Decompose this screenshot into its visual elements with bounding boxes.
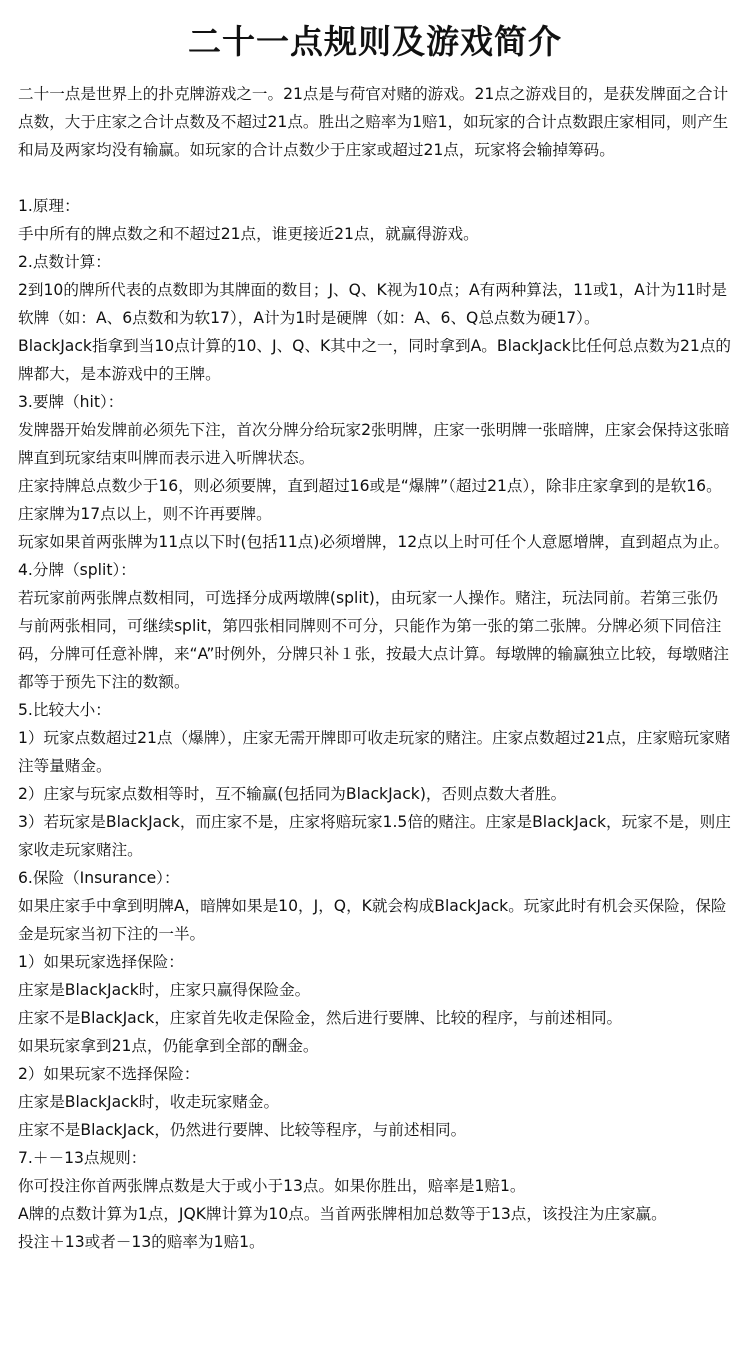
paragraph: 庄家不是BlackJack，庄家首先收走保险金，然后进行要牌、比较的程序，与前述相同。 [18,1009,623,1027]
paragraph: 庄家是BlackJack时，收走玩家赌金。 [18,1093,280,1111]
section-heading-point-calculation: 2.点数计算： [18,253,111,271]
paragraph: A牌的点数计算为1点，JQK牌计算为10点。当首两张牌相加总数等于13点，该投注为庄家赢。 [18,1205,667,1223]
paragraph: 3）若玩家是BlackJack，而庄家不是，庄家将赔玩家1.5倍的赌注。庄家是BlackJack，玩家不是，则庄家收走玩家赌注。 [18,813,731,859]
rules-content [18,80,732,1256]
paragraph: 玩家如果首两张牌为11点以下时(包括11点)必须增牌，12点以上时可任个人意愿增牌，直到超点为止。 [18,533,730,551]
paragraph: 庄家不是BlackJack，仍然进行要牌、比较等程序，与前述相同。 [18,1121,467,1139]
section-heading-plus-minus-13: 7.＋－13点规则： [18,1149,147,1167]
paragraph: 你可投注你首两张牌点数是大于或小于13点。如果你胜出，赔率是1赔1。 [18,1177,526,1195]
section-heading-principle: 1.原理： [18,197,80,215]
paragraph: 2到10的牌所代表的点数即为其牌面的数目；J、Q、K视为10点；A有两种算法，11或1，A计为11时是软牌（如：A、6点数和为软17），A计为1时是硬牌（如：A、6、Q总点数为硬17）。 [18,281,728,327]
paragraph: 手中所有的牌点数之和不超过21点，谁更接近21点，就赢得游戏。 [18,225,479,243]
paragraph: 2）庄家与玩家点数相等时，互不输赢(包括同为BlackJack)，否则点数大者胜。 [18,785,567,803]
intro-paragraph: 二十一点是世界上的扑克牌游戏之一。21点是与荷官对赌的游戏。21点之游戏目的，是获发牌面之合计点数，大于庄家之合计点数及不超过21点。胜出之赔率为1赔1，如玩家的合计点数跟庄家相同，则产生和局及两家均没有输赢。如玩家的合计点数少于庄家或超过21点，玩家将会输掉筹码。 [18,85,729,159]
paragraph: 发牌器开始发牌前必须先下注，首次分牌分给玩家2张明牌，庄家一张明牌一张暗牌，庄家会保持这张暗牌直到玩家结束叫牌而表示进入听牌状态。 [18,421,730,467]
paragraph: 若玩家前两张牌点数相同，可选择分成两墩牌(split)，由玩家一人操作。赌注，玩法同前。若第三张仍与前两张相同，可继续split，第四张相同牌则不可分，只能作为第一张的第二张牌。分牌必须下同倍注码，分牌可任意补牌，来“A”时例外，分牌只补１张，按最大点计算。每墩牌的输赢独立比较，每墩赌注都等于预先下注的数额。 [18,589,730,691]
paragraph: 如果玩家拿到21点，仍能拿到全部的酬金。 [18,1037,319,1055]
section-heading-insurance: 6.保险（Insurance）： [18,869,180,887]
paragraph: BlackJack指拿到当10点计算的10、J、Q、K其中之一，同时拿到A。BlackJack比任何总点数为21点的牌都大，是本游戏中的王牌。 [18,337,732,383]
paragraph: 2）如果玩家不选择保险： [18,1065,200,1083]
section-heading-compare: 5.比较大小： [18,701,111,719]
paragraph: 1）如果玩家选择保险： [18,953,184,971]
paragraph: 投注＋13或者－13的赔率为1赔1。 [18,1233,265,1251]
paragraph: 1）玩家点数超过21点（爆牌），庄家无需开牌即可收走玩家的赌注。庄家点数超过21点，庄家赔玩家赌注等量赌金。 [18,729,731,775]
paragraph: 如果庄家手中拿到明牌A，暗牌如果是10，J，Q，K就会构成BlackJack。玩家此时有机会买保险，保险金是玩家当初下注的一半。 [18,897,727,943]
section-heading-hit: 3.要牌（hit）： [18,393,124,411]
page-title: 二十一点规则及游戏简介 [188,22,562,61]
paragraph: 庄家持牌总点数少于16，则必须要牌，直到超过16或是“爆牌”（超过21点），除非庄家拿到的是软16。庄家牌为17点以上，则不许再要牌。 [18,477,722,523]
section-heading-split: 4.分牌（split）： [18,561,136,579]
paragraph: 庄家是BlackJack时，庄家只赢得保险金。 [18,981,311,999]
